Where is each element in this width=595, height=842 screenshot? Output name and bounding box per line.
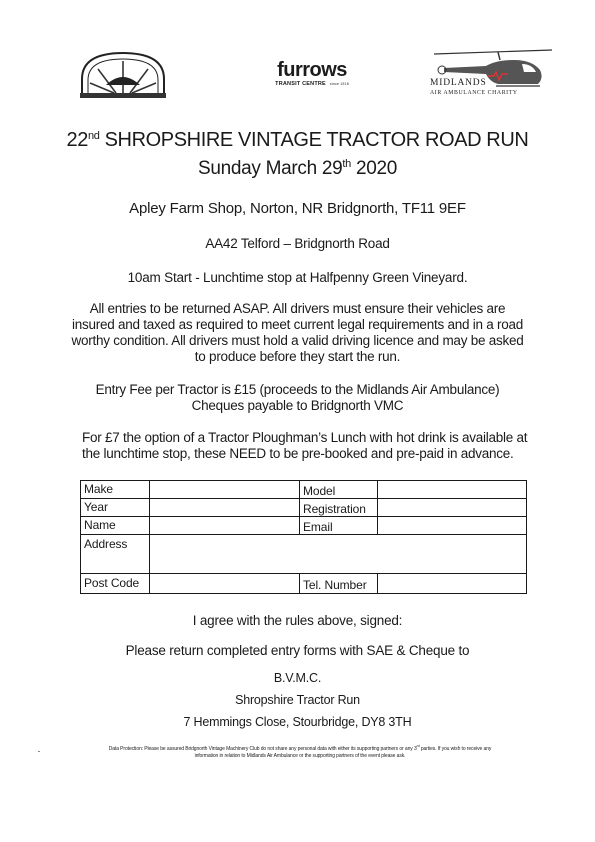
title-ordinal-suffix: nd (88, 130, 100, 142)
furrows-since: since 1918 (329, 82, 349, 86)
entry-form-table (80, 480, 527, 594)
date-prefix: Sunday March 29 (197, 158, 343, 179)
data-protection-line-1: Data Protection: Please be assured Bridgnorth Vintage Machinery Club do not share any personal data with either its supporting partners or any 3rd parties. If you wish to receive any (108, 744, 492, 752)
midlands-name: MIDLANDS (430, 78, 487, 88)
table-col-divider (299, 481, 300, 534)
lunch-option: For £7 the option of a Tractor Ploughman’s Lunch with hot drink is available at the lunchtime stop, these NEED to be pre-booked and pre-paid in advance. (82, 430, 528, 461)
postcode-label: Post Code (84, 576, 140, 590)
table-col-divider (377, 573, 378, 593)
tel-label: Tel. Number (303, 578, 367, 592)
road-line: AA42 Telford – Bridgnorth Road (205, 236, 390, 251)
table-row-divider (81, 573, 526, 574)
venue-line: Apley Farm Shop, Norton, NR Bridgnorth, TF11 9EF (129, 200, 466, 217)
title-text: SHROPSHIRE VINTAGE TRACTOR ROAD RUN (104, 129, 529, 151)
make-label: Make (84, 482, 113, 496)
address-run: Shropshire Tractor Run (235, 693, 360, 707)
table-row-divider (81, 516, 526, 517)
bridgnorth-vmc-crest-icon (76, 49, 170, 99)
table-col-divider (377, 481, 378, 534)
table-row-divider (81, 534, 526, 535)
furrows-name: furrows (277, 59, 347, 81)
address-street: 7 Hemmings Close, Stourbridge, DY8 3TH (183, 715, 412, 729)
rules-paragraph: All entries to be returned ASAP. All drivers must ensure their vehicles are insured and taxed as required to meet current legal requirements and in a road worthy condition. All drivers must hold a valid driving licence and may be asked to produce before they start the run. (71, 301, 524, 364)
start-info: 10am Start - Lunchtime stop at Halfpenny Green Vineyard. (127, 270, 468, 285)
year-label: Year (84, 500, 108, 514)
table-col-divider (149, 481, 150, 593)
address-org: B.V.M.C. (273, 671, 322, 685)
table-col-divider (299, 573, 300, 593)
data-protection-notice (60, 746, 540, 760)
furrows-logo (262, 60, 362, 87)
fee-line-2: Cheques payable to Bridgnorth VMC (191, 398, 404, 413)
name-label: Name (84, 518, 116, 532)
agree-statement: I agree with the rules above, signed: (192, 613, 403, 628)
scan-speck (38, 751, 40, 752)
event-date (0, 158, 595, 180)
fee-line-1: Entry Fee per Tractor is £15 (proceeds to the Midlands Air Ambulance) (95, 382, 500, 397)
date-suffix: th (342, 158, 351, 170)
model-label: Model (303, 484, 336, 498)
registration-label: Registration (303, 502, 366, 516)
table-row-divider (81, 498, 526, 499)
return-instructions: Please return completed entry forms with SAE & Cheque to (125, 643, 470, 658)
furrows-subtitle: TRANSIT CENTRE (275, 81, 326, 87)
data-protection-line-2: information in relation to Midlands Air Ambulance or the supporting partners of the event please ask. (194, 753, 406, 759)
event-title (0, 129, 595, 152)
midlands-subtitle: AIR AMBULANCE CHARITY (430, 90, 518, 96)
date-year: 2020 (355, 158, 398, 179)
entry-fee (70, 382, 525, 414)
title-ordinal-number: 22 (66, 129, 88, 151)
address-label: Address (84, 537, 128, 551)
email-label: Email (303, 520, 333, 534)
